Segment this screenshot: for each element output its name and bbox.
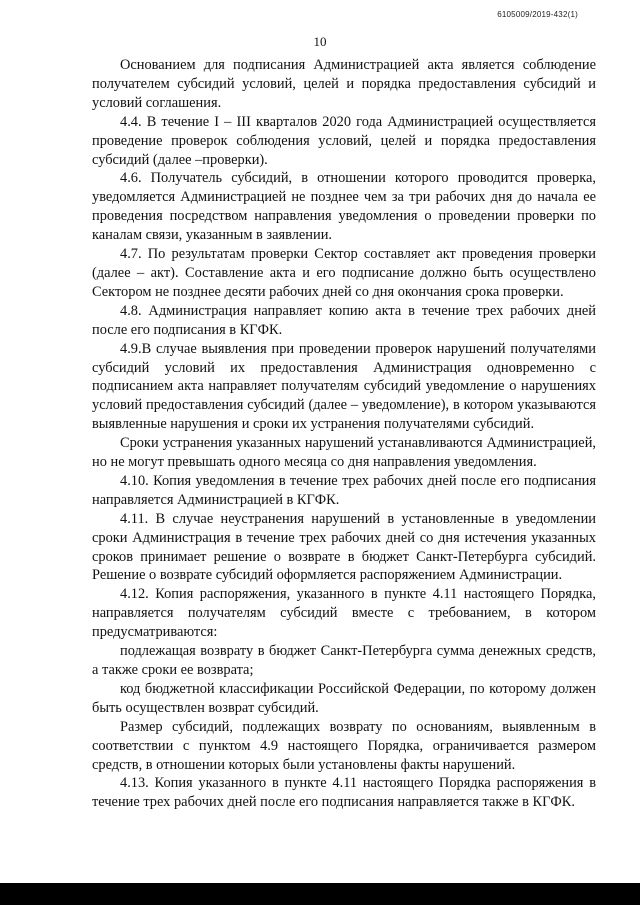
document-body: [92, 56, 596, 812]
paragraph-4-13: 4.13. Копия указанного в пункте 4.11 настоящего Порядка распоряжения в течение трех рабочих дней после его подписания направляется также в КГФК.: [92, 775, 596, 811]
paragraph-4-8: 4.8. Администрация направляет копию акта в течение трех рабочих дней после его подписания в КГФК.: [92, 302, 596, 338]
paragraph-budget-code: код бюджетной классификации Российской Федерации, по которому должен быть осуществлен возврат субсидий.: [92, 680, 596, 716]
paragraph-4-11: 4.11. В случае неустранения нарушений в установленные в уведомлении сроки Администрация в течение трех рабочих дней со дня истечения указанных сроков принимает решение о возврате в бюджет Санкт-Петербурга субсидий. Решение о возврате субсидий оформляется распоряжением Администрации.: [92, 510, 596, 584]
paragraph-4-12: 4.12. Копия распоряжения, указанного в пункте 4.11 настоящего Порядка, направляется получателям субсидий вместе с требованием, в котором предусматриваются:: [92, 586, 596, 641]
paragraph-4-6: 4.6. Получатель субсидий, в отношении которого проводится проверка, уведомляется Администрацией не позднее чем за три рабочих дня до начала ее проведения посредством направления уведомления о проведении проверки по каналам связи, указанным в заявлении.: [92, 170, 596, 244]
document-id: 6105009/2019-432(1): [497, 10, 578, 19]
paragraph-refund-size: Размер субсидий, подлежащих возврату по основаниям, выявленным в соответствии с пунктом 4.9 настоящего Порядка, ограничивается размером средств, в отношении которых были установлены факты нарушений.: [92, 718, 596, 773]
page-number: 10: [313, 34, 327, 49]
paragraph-4-4: 4.4. В течение I – III кварталов 2020 года Администрацией осуществляется проведение проверок соблюдения условий, целей и порядка предоставления субсидий (далее –проверки).: [92, 113, 596, 168]
paragraph-deadlines: Сроки устранения указанных нарушений устанавливаются Администрацией, но не могут превышать одного месяца со дня направления уведомления.: [92, 435, 596, 471]
paragraph-act-basis: Основанием для подписания Администрацией акта является соблюдение получателем субсидий условий, целей и порядка предоставления субсидий и условий соглашения.: [92, 57, 596, 111]
paragraph-4-9: 4.9.В случае выявления при проведении проверок нарушений получателями субсидий условий их предоставления Администрация одновременно с подписанием акта направляет получателям субсидий уведомление о нарушениях условий предоставления субсидий (далее – уведомление), в котором указываются выявленные нарушения и сроки их устранения получателями субсидий.: [92, 340, 596, 433]
paragraph-4-10: 4.10. Копия уведомления в течение трех рабочих дней после его подписания направляется Администрацией в КГФК.: [92, 472, 596, 508]
paragraph-4-7: 4.7. По результатам проверки Сектор составляет акт проведения проверки (далее – акт). Составление акта и его подписание должно быть осуществлено Сектором не позднее десяти рабочих дней со дня окончания срока проверки.: [92, 246, 596, 300]
scan-edge-bar: [0, 883, 640, 905]
paragraph-refund-amount: подлежащая возврату в бюджет Санкт-Петербурга сумма денежных средств, а также сроки ее возврата;: [92, 643, 596, 678]
